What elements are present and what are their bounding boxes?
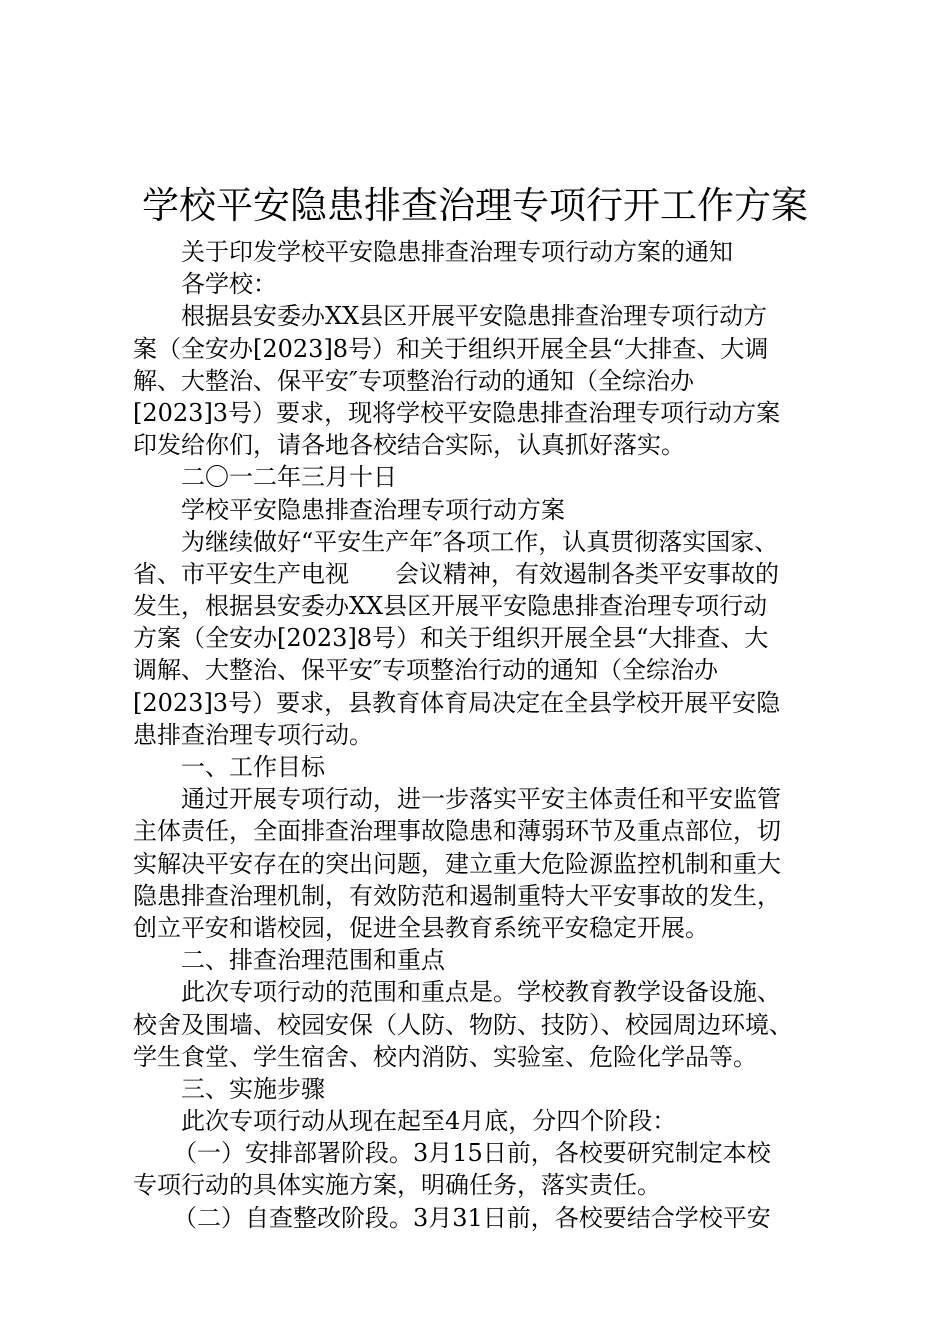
paragraph-line: 校舍及围墙、校园安保（人防、物防、技防）、校园周边环境、 <box>133 1010 793 1039</box>
paragraph-line: 此次专项行动的范围和重点是。学校教育教学设备设施、 <box>181 978 781 1007</box>
paragraph-line: 学生食堂、学生宿舍、校内消防、实验室、危险化学品等。 <box>133 1042 757 1071</box>
paragraph-line-part: 会议精神，有效遏制各类平安事故的 <box>395 559 779 588</box>
paragraph-line: 为继续做好“平安生产年″各项工作，认真贯彻落实国家、 <box>181 527 779 556</box>
paragraph-line: 创立平安和谐校园，促进全县教育系统平安稳定开展。 <box>133 913 709 942</box>
paragraph-line: （二）自查整改阶段。3月31日前，各校要结合学校平安 <box>173 1203 771 1232</box>
paragraph-line: 根据县安委办XX县区开展平安隐患排查治理专项行动方 <box>181 302 768 331</box>
paragraph-line: 解、大整治、保平安″专项整治行动的通知（全综治办 <box>133 366 694 395</box>
salutation-line: 各学校： <box>181 270 277 299</box>
paragraph-line: （一）安排部署阶段。3月15日前，各校要研究制定本校 <box>173 1139 771 1168</box>
paragraph-line: 发生，根据县安委办XX县区开展平安隐患排查治理专项行动 <box>133 592 768 621</box>
paragraph-line: 此次专项行动从现在起至4月底，分四个阶段： <box>181 1107 677 1136</box>
paragraph-line: 隐患排查治理机制，有效防范和遏制重特大平安事故的发生， <box>133 881 781 910</box>
paragraph-line: 方案（全安办[2023]8号）和关于组织开展全县“大排查、大 <box>133 624 769 653</box>
section-heading: 二、排查治理范围和重点 <box>181 946 445 975</box>
paragraph-line: 通过开展专项行动，进一步落实平安主体责任和平安监管 <box>181 785 781 814</box>
paragraph-line: 实解决平安存在的突出问题，建立重大危险源监控机制和重大 <box>133 849 781 878</box>
paragraph-line: 主体责任，全面排查治理事故隐患和薄弱环节及重点部位，切 <box>133 817 781 846</box>
paragraph-line: 专项行动的具体实施方案，明确任务，落实责任。 <box>133 1171 661 1200</box>
paragraph-line: 患排查治理专项行动。 <box>133 720 373 749</box>
document-title: 学校平安隐患排查治理专项行开工作方案 <box>142 184 808 227</box>
paragraph-line: 调解、大整治、保平安″专项整治行动的通知（全综治办 <box>133 656 718 685</box>
paragraph-line-part: 省、市平安生产电视 <box>133 559 349 588</box>
paragraph-line: 印发给你们，请各地各校结合实际，认真抓好落实。 <box>133 431 685 460</box>
date-line: 二〇一二年三月十日 <box>181 463 397 492</box>
paragraph-line: [2023]3号）要求，现将学校平安隐患排查治理专项行动方案 <box>133 398 781 427</box>
paragraph-line: [2023]3号）要求，县教育体育局决定在全县学校开展平安隐 <box>133 688 781 717</box>
section-heading: 一、工作目标 <box>181 753 325 781</box>
notice-title-line: 关于印发学校平安隐患排查治理专项行动方案的通知 <box>181 238 733 266</box>
plan-title-line: 学校平安隐患排查治理专项行动方案 <box>181 495 565 524</box>
document-body <box>133 236 838 1234</box>
section-heading: 三、实施步骤 <box>181 1074 325 1103</box>
paragraph-line <box>133 558 838 590</box>
paragraph-line: 案（全安办[2023]8号）和关于组织开展全县“大排查、大调 <box>133 334 769 363</box>
